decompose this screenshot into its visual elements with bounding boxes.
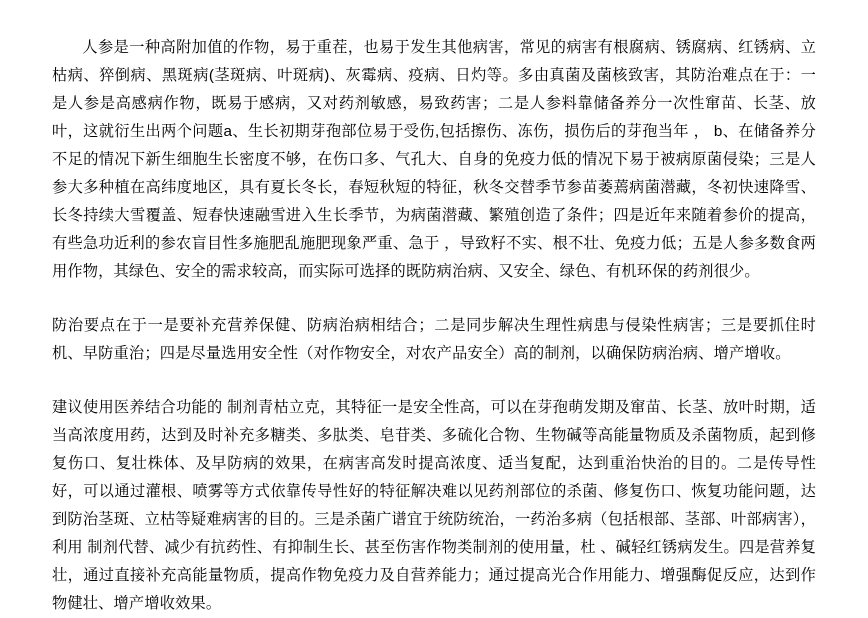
paragraph-prevention-points: 防治要点在于一是要补充营养保健、防病治病相结合；二是同步解决生理性病患与侵染性病害；三是要抓住时机、早防重治；四是尽量选用安全性（对作物安全，对农产品安全）高的制剂，以确保防病治病、增产增收。 [52,317,816,362]
paragraph-intro: 人参是一种高附加值的作物，易于重茬，也易于发生其他病害，常见的病害有根腐病、锈腐病、红锈病、立枯病、猝倒病、黑斑病(茎斑病、叶斑病)、灰霉病、疫病、日灼等。多由真菌及菌核致害，其防治难点在于：一是人参是高感病作物，既易于感病，又对药剂敏感，易致药害；二是人参料靠储备养分一次性窜苗、长茎、放叶，这就衍生出两个问题a、生长初期芽孢部位易于受伤,包括擦伤、冻伤，损伤后的芽孢当年 ， b、在储备养分不足的情况下新生细胞生长密度不够，在伤口多、气孔大、自身的免疫力低的情况下易于被病原菌侵染；三是人参大多种植在高纬度地区，具有夏长冬长，春短秋短的特征，秋冬交替季节参苗萎蔫病菌潜藏，冬初快速降雪、长冬持续大雪覆盖、短春快速融雪进入生长季节，为病菌潜藏、繁殖创造了条件；四是近年来随着参价的提高，有些急功近利的参农盲目性多施肥乱施肥现象严重、急于 ，导致籽不实、根不壮、免疫力低；五是人参多数食两用作物，其绿色、安全的需求较高，而实际可选择的既防病治病、又安全、绿色、有机环保的药剂很少。 [52,39,816,280]
paragraph-recommendation: 建议使用医养结合功能的 制剂青枯立克，其特征一是安全性高，可以在芽孢萌发期及窜苗、长茎、放叶时期，适当高浓度用药，达到及时补充多糖类、多肽类、皂苷类、多硫化合物、生物碱等高能量物质及杀菌物质，起到修复伤口、复壮株体、及早防病的效果，在病害高发时提高浓度、适当复配，达到重治快治的目的。二是传导性好，可以通过灌根、喷雾等方式依靠传导性好的特征解决难以见药剂部位的杀菌、修复伤口、恢复功能问题，达到防治茎斑、立枯等疑难病害的目的。三是杀菌广谱宜于统防统治，一药治多病（包括根部、茎部、叶部病害），利用 制剂代替、减少有抗药性、有抑制生长、甚至伤害作物类制剂的使用量，杜 、碱轻红锈病发生。四是营养复壮，通过直接补充高能量物质，提高作物免疫力及自营养能力；通过提高光合作用能力、增强酶促反应，达到作物健壮、增产增收效果。 [52,399,816,612]
